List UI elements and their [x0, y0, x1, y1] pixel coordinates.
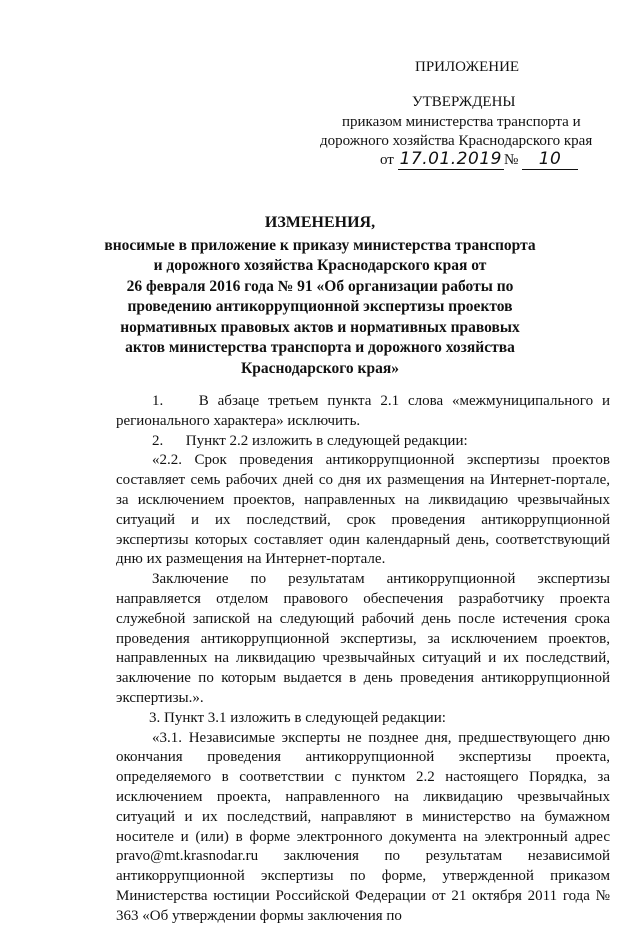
appendix-label: ПРИЛОЖЕНИЕ — [415, 59, 520, 75]
approved-label: УТВЕРЖДЕНЫ — [412, 94, 516, 110]
title-line: вносимые в приложение к приказу министерства транспорта — [104, 236, 536, 254]
paragraph-1: 1. В абзаце третьем пункта 2.1 слова «межмуниципального и регионального характера» исключить. — [116, 393, 610, 429]
approval-line-2: дорожного хозяйства Краснодарского края — [320, 133, 593, 149]
paragraph-4: Заключение по результатам антикоррупционной экспертизы направляется отделом правового обеспечения разработчику проекта служебной запиской на следующий рабочий день после истечения срока проведения антикоррупционной экспертизы, за исключением проектов, направленных на ликвидацию чрезвычайных ситуаций и их последствий, заключение по которым выдается в день проведения антикоррупционной экспертизы.». — [116, 571, 610, 706]
document-title — [90, 213, 550, 379]
handwritten-number: 10 — [522, 150, 578, 170]
title-line: и дорожного хозяйства Краснодарского края от — [153, 257, 487, 274]
title-line: 26 февраля 2016 года № 91 «Об организации работы по — [126, 277, 514, 295]
title-heading: ИЗМЕНЕНИЯ, — [264, 214, 376, 231]
document-body — [116, 392, 610, 927]
paragraph-3: «2.2. Срок проведения антикоррупционной экспертизы проектов составляет семь рабочих дней со дня их размещения на Интернет-портале, за исключением проектов, направленных на ликвидацию чрезвычайных ситуаций и их последствий, срок проведения антикоррупционной экспертизы которых составляет один календарный день, соответствующий дню их размещения на Интернет-портале. — [116, 452, 610, 568]
approval-line-1: приказом министерства транспорта и — [342, 114, 581, 130]
title-line: нормативных правовых актов и нормативных правовых — [120, 318, 520, 336]
number-sign: № — [503, 152, 519, 168]
title-line: актов министерства транспорта и дорожного хозяйства — [125, 339, 515, 356]
handwritten-date: 17.01.2019 — [399, 149, 502, 169]
approval-date-line — [380, 150, 578, 170]
title-line: проведению антикоррупционной экспертизы проектов — [127, 298, 513, 315]
paragraph-6: «3.1. Независимые эксперты не позднее дня, предшествующего дню окончания проведения антикоррупционной экспертизы проекта, определяемого в соответствии с пунктом 2.2 настоящего Порядка, за исключением проекта, направленного на ликвидацию чрезвычайных ситуаций и их последствий, направляют в министерство на бумажном носителе и (или) в форме электронного документа на электронный адрес pravo@mt.krasnodar.ru заключения по результатам независимой антикоррупционной экспертизы по форме, утвержденной приказом Министерства юстиции Российской Федерации от 21 октября 2011 года № 363 «Об утверждении формы заключения по — [116, 729, 610, 924]
ot-label: от — [380, 152, 394, 168]
paragraph-2: 2. Пункт 2.2 изложить в следующей редакции: — [152, 432, 468, 449]
title-line: Краснодарского края» — [240, 359, 399, 377]
paragraph-5: 3. Пункт 3.1 изложить в следующей редакции: — [149, 709, 446, 726]
